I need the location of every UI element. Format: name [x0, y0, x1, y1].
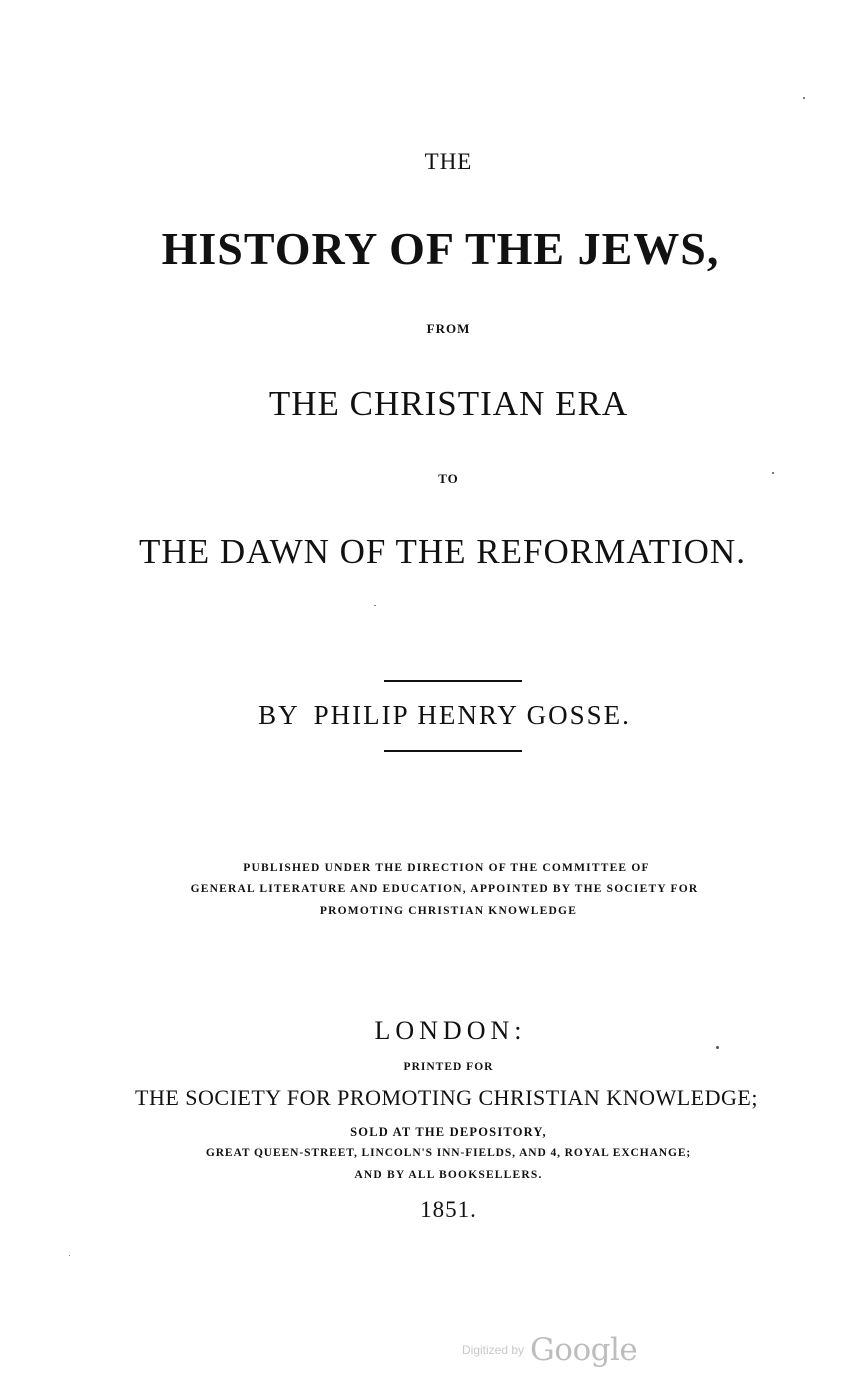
- watermark-prefix: Digitized by: [462, 1343, 525, 1357]
- author-name: PHILIP HENRY GOSSE.: [313, 700, 631, 730]
- digitized-watermark: [462, 1332, 637, 1368]
- imprint-booksellers: AND BY ALL BOOKSELLERS.: [354, 1169, 543, 1181]
- imprint-year: 1851.: [420, 1197, 477, 1222]
- author-prefix: BY: [258, 700, 300, 730]
- rule-below-author: [384, 750, 522, 752]
- from-word: FROM: [426, 321, 471, 336]
- imprint-city: LONDON:: [374, 1016, 527, 1045]
- published-line-3: PROMOTING CHRISTIAN KNOWLEDGE: [319, 905, 578, 917]
- paper-speck: [69, 1255, 70, 1256]
- imprint-printed-for: PRINTED FOR: [403, 1061, 494, 1073]
- published-line-2: GENERAL LITERATURE AND EDUCATION, APPOINTED BY THE SOCIETY FOR: [190, 883, 699, 895]
- title-the: THE: [424, 149, 473, 174]
- imprint-society: THE SOCIETY FOR PROMOTING CHRISTIAN KNOWLEDGE;: [135, 1085, 758, 1110]
- to-word: TO: [438, 471, 459, 486]
- subtitle-reformation: THE DAWN OF THE REFORMATION.: [139, 532, 746, 571]
- imprint-address: GREAT QUEEN-STREET, LINCOLN'S INN-FIELDS, AND 4, ROYAL EXCHANGE;: [205, 1147, 692, 1159]
- paper-speck: [374, 605, 376, 606]
- rule-above-author: [384, 680, 522, 682]
- published-line-1: PUBLISHED UNDER THE DIRECTION OF THE COMMITTEE OF: [243, 862, 650, 874]
- main-title: HISTORY OF THE JEWS,: [161, 223, 720, 274]
- author-line: [16, 702, 857, 729]
- imprint-sold: SOLD AT THE DEPOSITORY,: [350, 1125, 547, 1139]
- paper-speck: [716, 1046, 719, 1049]
- google-logo: Google: [530, 1332, 638, 1368]
- subtitle-christian-era: THE CHRISTIAN ERA: [268, 384, 629, 423]
- paper-speck: [803, 97, 805, 99]
- paper-speck: [772, 472, 774, 474]
